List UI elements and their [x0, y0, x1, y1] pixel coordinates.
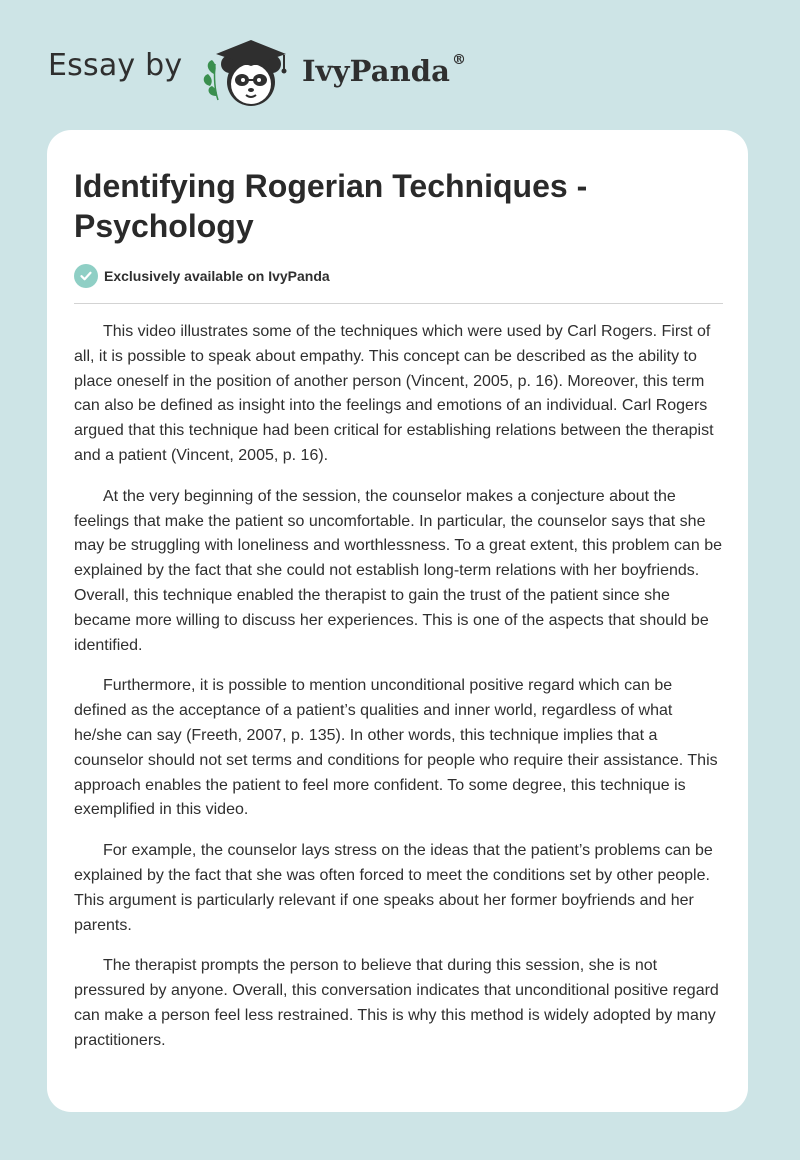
body-paragraph: At the very beginning of the session, the counselor makes a conjecture about the feelings that make the patient so uncomfortable. In particular, the counselor says that she may be struggling with loneliness and worthlessness. To a great extent, this problem can be explained by the fact that she could not establish long-term relations with her boyfriends. Overall, this technique enabled the therapist to gain the trust of the patient since she became more willing to discuss her experiences. This is one of the aspects that should be identified.: [74, 487, 723, 654]
exclusive-badge-label: Exclusively available on IvyPanda: [104, 268, 330, 284]
site-header: [0, 0, 800, 130]
page-title: Identifying Rogerian Techniques - Psychology: [74, 168, 588, 244]
body-paragraph: For example, the counselor lays stress on the ideas that the patient’s problems can be explained by the fact that she was often forced to meet the conditions set by other people. This argument is particularly relevant if one speaks about her former boyfriends and her parents.: [74, 842, 713, 934]
essay-body: [74, 320, 724, 1070]
body-paragraph: The therapist prompts the person to believe that during this session, she is not pressured by anyone. Overall, this conversation indicates that unconditional positive regard can make a person feel less restrained. This is why this method is widely adopted by many practitioners.: [74, 957, 719, 1049]
essay-card: [47, 130, 748, 1112]
brand-name-text: IvyPanda: [302, 54, 451, 88]
essay-by-label: Essay by: [48, 48, 183, 83]
panda-graduate-logo-icon[interactable]: [200, 34, 296, 110]
check-icon: [74, 264, 98, 288]
divider: [74, 303, 723, 304]
brand-name[interactable]: [302, 54, 466, 88]
body-paragraph: Furthermore, it is possible to mention unconditional positive regard which can be defined as the acceptance of a patient’s qualities and inner world, regardless of what he/she can say (Freeth, 2007, p. 135). In other words, this technique implies that a counselor should not set terms and conditions for people who require their assistance. This approach enables the patient to feel more confident. To some degree, this technique is exemplified in this video.: [74, 677, 718, 819]
body-paragraph: This video illustrates some of the techniques which were used by Carl Rogers. First of all, it is possible to speak about empathy. This concept can be described as the ability to place oneself in the position of another person (Vincent, 2005, p. 16). Moreover, this term can also be defined as insight into the feelings and emotions of an individual. Carl Rogers argued that this technique had been critical for establishing relations between the therapist and a patient (Vincent, 2005, p. 16).: [74, 323, 714, 464]
registered-mark: ®: [452, 52, 467, 69]
exclusive-badge: [74, 264, 330, 288]
